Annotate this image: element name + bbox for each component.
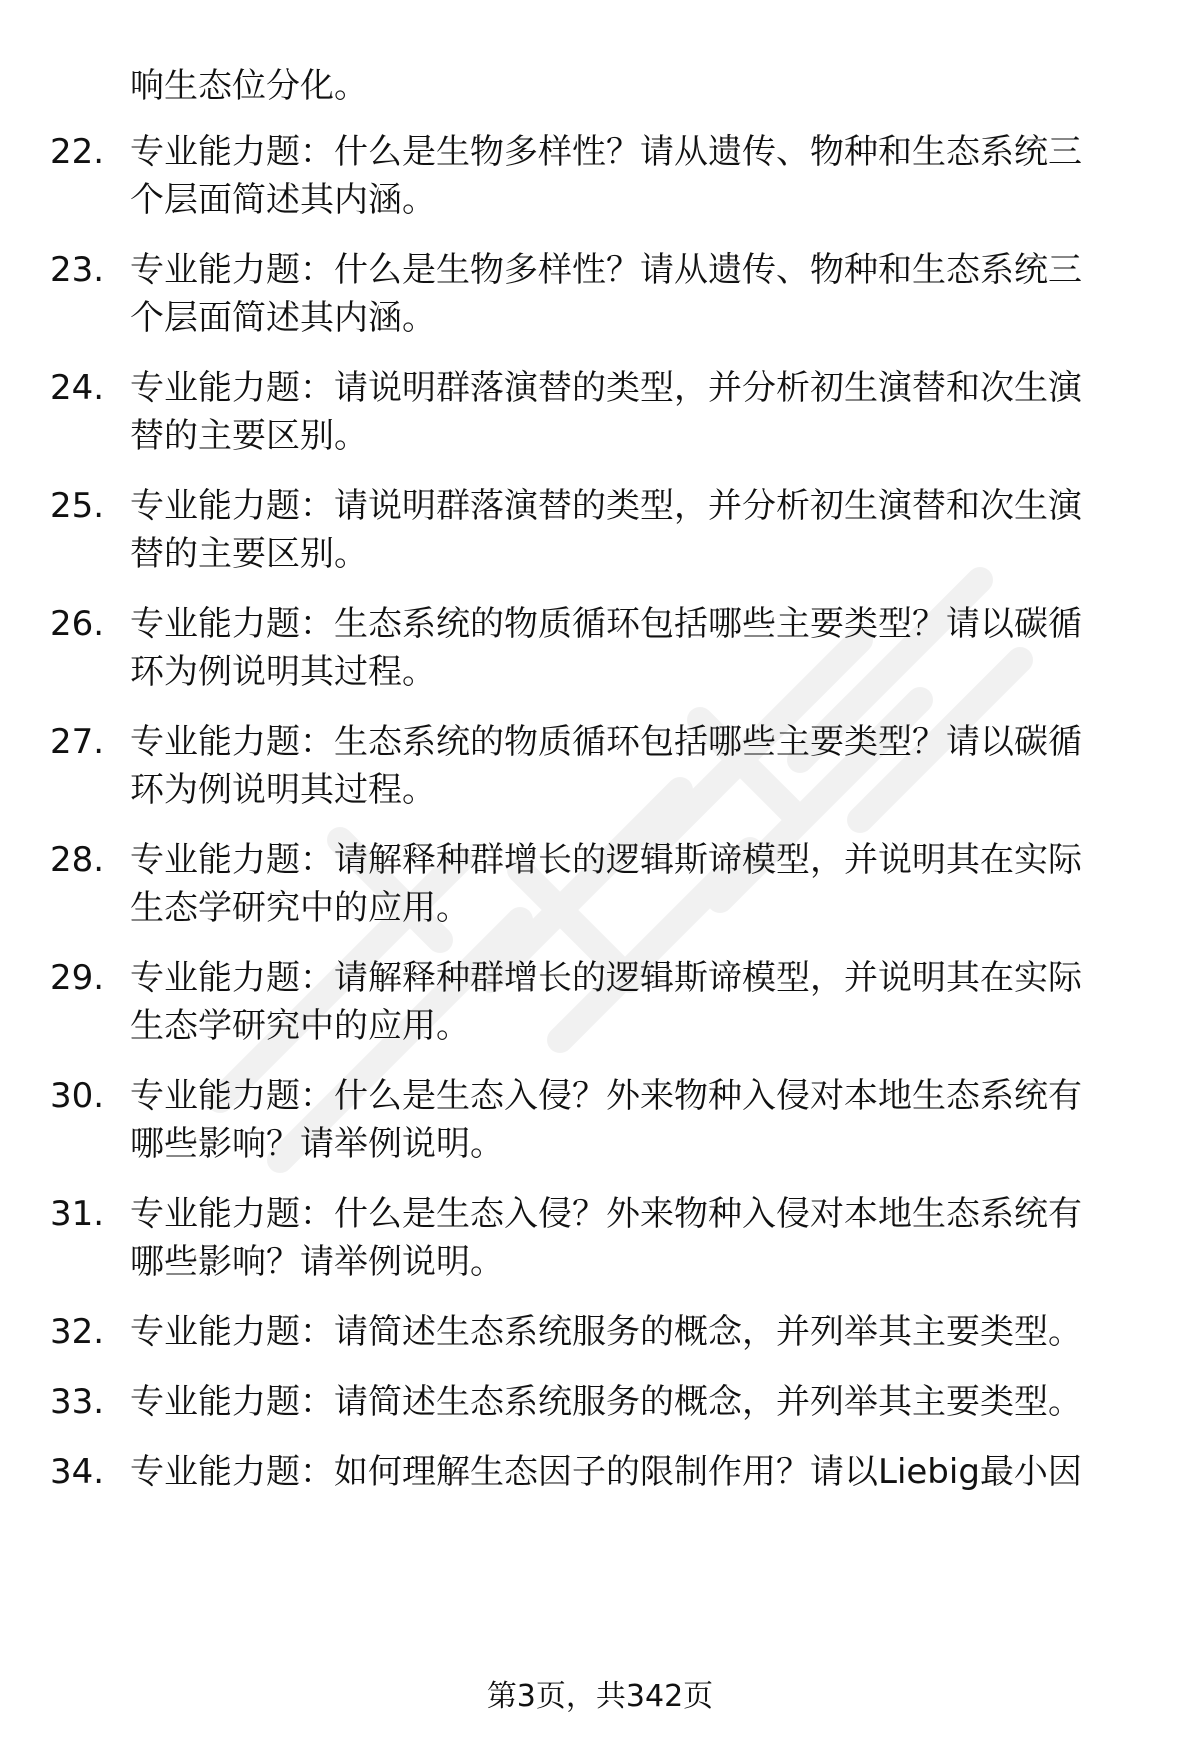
question-text-line: 环为例说明其过程。	[130, 770, 436, 810]
question-text-line: 替的主要区别。	[130, 416, 368, 456]
question-text-line: 专业能力题：什么是生物多样性？请从遗传、物种和生态系统三	[130, 132, 1082, 172]
question-text-line: 专业能力题：什么是生物多样性？请从遗传、物种和生态系统三	[130, 250, 1082, 290]
question-text-line: 环为例说明其过程。	[130, 652, 436, 692]
question-text-line: 专业能力题：请解释种群增长的逻辑斯谛模型，并说明其在实际	[130, 840, 1082, 880]
question-text-line: 专业能力题：请简述生态系统服务的概念，并列举其主要类型。	[130, 1312, 1082, 1352]
question-number: 27.	[50, 722, 105, 762]
question-number: 28.	[50, 840, 105, 880]
question-text-line: 专业能力题：请说明群落演替的类型，并分析初生演替和次生演	[130, 368, 1082, 408]
question-text	[130, 954, 1150, 1050]
question-text-line: 专业能力题：什么是生态入侵？外来物种入侵对本地生态系统有	[130, 1194, 1082, 1234]
question-number: 24.	[50, 368, 105, 408]
question-text-line: 替的主要区别。	[130, 534, 368, 574]
question-text	[130, 1448, 1150, 1496]
question-text-line: 生态学研究中的应用。	[130, 1006, 470, 1046]
question-number: 22.	[50, 132, 105, 172]
question-number: 29.	[50, 958, 105, 998]
question-text-line: 个层面简述其内涵。	[130, 298, 436, 338]
question-text-line: 专业能力题：什么是生态入侵？外来物种入侵对本地生态系统有	[130, 1076, 1082, 1116]
question-number: 32.	[50, 1312, 105, 1352]
page-footer: 第3页，共342页	[486, 1679, 714, 1714]
question-text-line: 专业能力题：请说明群落演替的类型，并分析初生演替和次生演	[130, 486, 1082, 526]
question-text	[130, 1378, 1150, 1426]
question-text	[130, 482, 1150, 578]
question-number: 34.	[50, 1452, 105, 1492]
question-text	[130, 1190, 1150, 1286]
question-text-line: 专业能力题：生态系统的物质循环包括哪些主要类型？请以碳循	[130, 604, 1082, 644]
question-text-line: 专业能力题：请简述生态系统服务的概念，并列举其主要类型。	[130, 1382, 1082, 1422]
question-number: 33.	[50, 1382, 105, 1422]
question-text	[130, 718, 1150, 814]
question-number: 26.	[50, 604, 105, 644]
question-text	[130, 1072, 1150, 1168]
question-text	[130, 364, 1150, 460]
question-number: 31.	[50, 1194, 105, 1234]
question-number: 23.	[50, 250, 105, 290]
question-text	[130, 836, 1150, 932]
question-text-line: 个层面简述其内涵。	[130, 180, 436, 220]
question-text-line: 哪些影响？请举例说明。	[130, 1124, 504, 1164]
question-number: 25.	[50, 486, 105, 526]
question-number: 30.	[50, 1076, 105, 1116]
question-text	[130, 600, 1150, 696]
question-text-line: 哪些影响？请举例说明。	[130, 1242, 504, 1282]
question-text-line: 专业能力题：请解释种群增长的逻辑斯谛模型，并说明其在实际	[130, 958, 1082, 998]
question-text-line: 专业能力题：如何理解生态因子的限制作用？请以Liebig最小因	[130, 1452, 1082, 1492]
question-text-line: 生态学研究中的应用。	[130, 888, 470, 928]
question-text	[130, 246, 1150, 342]
question-text	[130, 128, 1150, 224]
question-text	[130, 1308, 1150, 1356]
continuation-text: 响生态位分化。	[130, 66, 368, 106]
question-text-line: 专业能力题：生态系统的物质循环包括哪些主要类型？请以碳循	[130, 722, 1082, 762]
